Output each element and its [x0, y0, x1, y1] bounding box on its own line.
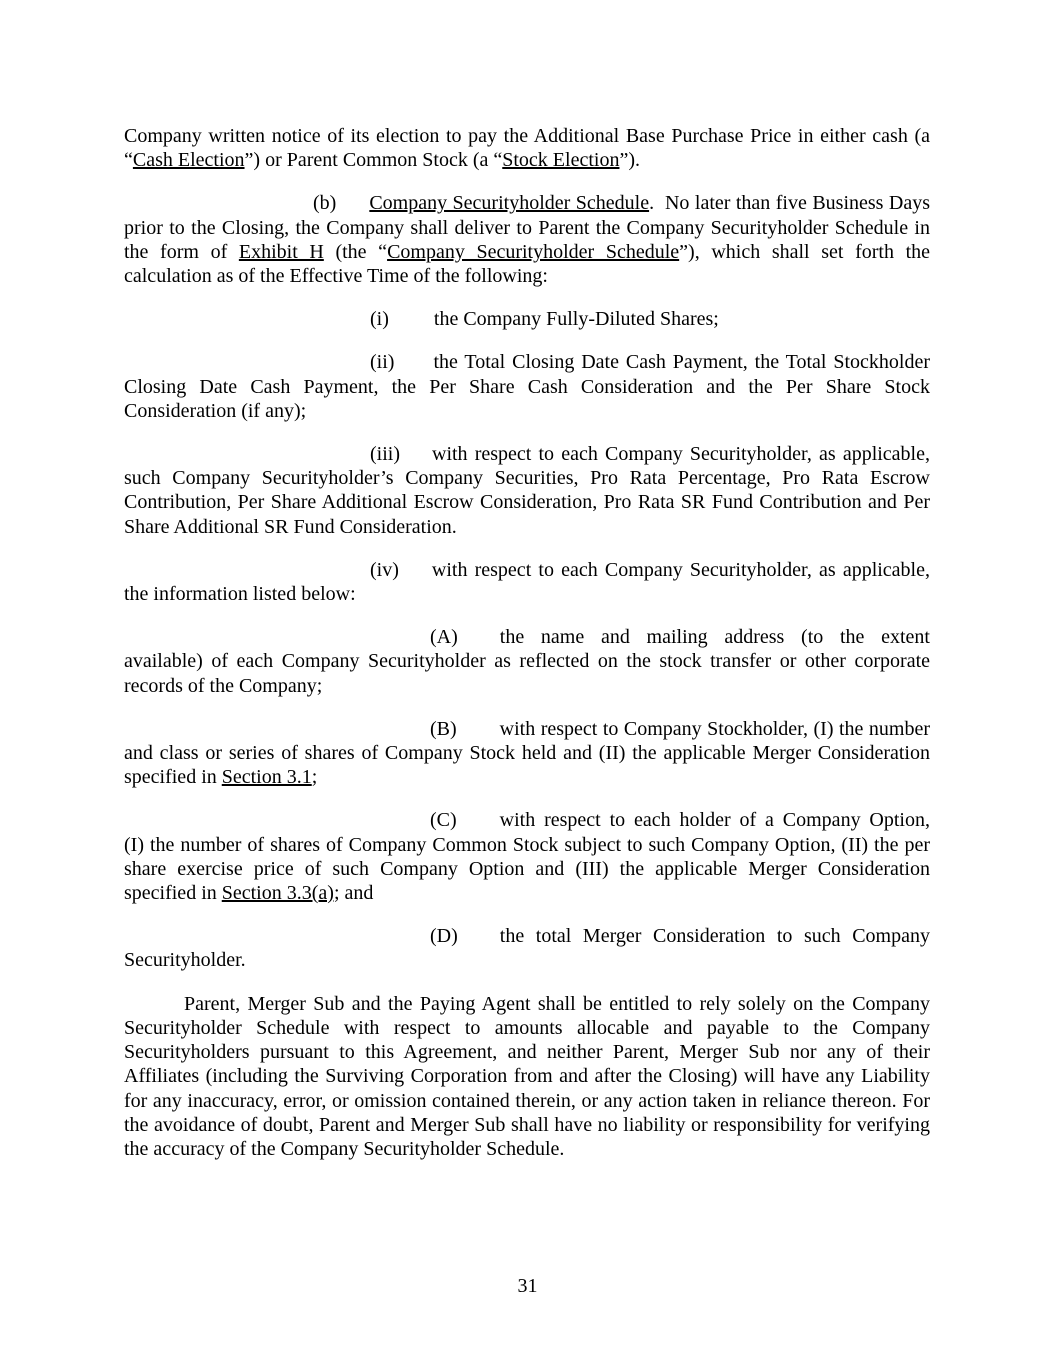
underlined-text: Company Securityholder Schedule — [369, 192, 650, 215]
list-item-i — [124, 307, 930, 331]
sub-item-b — [124, 717, 930, 790]
underlined-text: Stock Election — [502, 149, 620, 172]
text-run: ; — [311, 766, 318, 789]
sub-item-c — [124, 808, 930, 905]
text-run: ”), which shall set forth the calculation as of the Effective Time of the following: — [124, 240, 931, 288]
underlined-text: Section 3.3(a) — [221, 882, 334, 905]
text-run: the Company Fully-Diluted Shares; — [433, 308, 719, 331]
text-run: with respect to each Company Securityholder, as applicable, the information listed below: — [124, 558, 930, 606]
text-run: with respect to Company Stockholder, (I) the number and class or series of shares of Company Stock held and (II) the applicable Merger Consideration specified in — [124, 717, 930, 789]
underlined-text: Company Securityholder Schedule — [387, 240, 680, 263]
text-run: with respect to each holder of a Company Option, (I) the number of shares of Company Common Stock subject to such Company Option, (II) the per share exercise price of such Company Option and (III) the applicable Merger Consideration specified in — [124, 809, 930, 905]
text-run: the name and mailing address (to the extent available) of each Company Securityholder as reflected on the stock transfer or other corporate records of the Company; — [124, 626, 930, 697]
text-run: ”). — [619, 149, 640, 172]
text-run: with respect to each Company Securityholder, as applicable, such Company Securityholder’s Company Securities, Pro Rata Percentage, Pro Rata Escrow Contribution, Per Share Additional Escrow Consideration, Pro Rata SR Fund Contribution and Per Share Additional SR Fund Consideration. — [124, 443, 930, 538]
text-run: the total Merger Consideration to such Company Securityholder. — [124, 925, 930, 972]
text-run: (ii) — [370, 351, 395, 374]
underlined-text: Section 3.1 — [221, 766, 312, 789]
list-item-iii — [124, 442, 930, 539]
page-number: 31 — [517, 1275, 538, 1297]
page-footer — [0, 1274, 1055, 1298]
text-run: (iii) — [370, 443, 400, 466]
sub-item-a — [124, 625, 930, 698]
text-run: . No later than five Business Days prior to the Closing, the Company shall deliver to Parent the Company Securityholder Schedule in the form of — [124, 192, 930, 263]
text-run: the Total Closing Date Cash Payment, the Total Stockholder Closing Date Cash Payment, the Per Share Cash Consideration and the Per Share Stock Consideration (if any); — [124, 351, 930, 422]
clause-b-paragraph — [124, 191, 930, 288]
text-run: (A) — [430, 626, 458, 649]
text-run: (C) — [430, 809, 457, 832]
closing-reliance-paragraph — [124, 992, 930, 1161]
underlined-text: Exhibit H — [238, 240, 324, 263]
text-run: Parent, Merger Sub and the Paying Agent shall be entitled to rely solely on the Company Securityholder Schedule with respect to amounts allocable and payable to the Company Securityholders pursuant to this Agreement, and neither Parent, Merger Sub nor any of their Affiliates (including the Surviving Corporation from and after the Closing) will have any Liability for any inaccuracy, error, or omission contained therein, or any action taken in reliance thereon. For the avoidance of doubt, Parent and Merger Sub shall have no liability or responsibility for verifying the accuracy of the Company Securityholder Schedule. — [124, 992, 930, 1160]
text-run: (b) — [313, 192, 337, 215]
underlined-text: Cash Election — [132, 149, 245, 172]
list-item-ii — [124, 350, 930, 423]
text-run: ; and — [333, 882, 374, 905]
document-body — [124, 124, 930, 1161]
list-item-iv — [124, 558, 930, 606]
sub-item-d — [124, 924, 930, 972]
text-run: Company written notice of its election to pay the Additional Base Purchase Price in either cash (a “ — [124, 125, 930, 172]
text-run: (i) — [370, 308, 389, 331]
text-run: (D) — [430, 925, 458, 948]
text-run: (iv) — [370, 558, 399, 581]
text-run: ”) or Parent Common Stock (a “ — [244, 149, 503, 172]
text-run: (B) — [430, 717, 457, 740]
paragraph-intro-continuation — [124, 124, 930, 172]
text-run: (the “ — [323, 240, 388, 263]
